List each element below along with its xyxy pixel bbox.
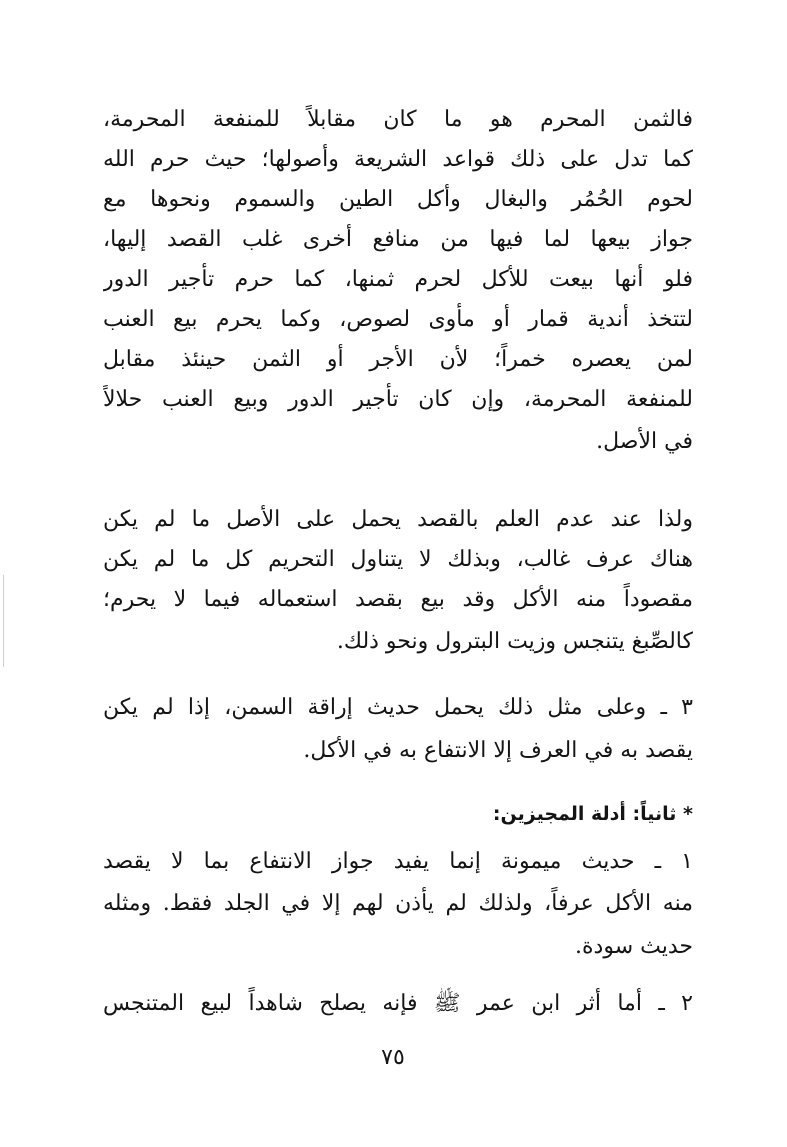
text-line: فلو أنها بيعت للأكل لحرم ثمنها، كما حرم تأجير الدور — [103, 267, 693, 292]
text-line: ٣ ـ وعلى مثل ذلك يحمل حديث إراقة السمن، إذا لم يكن — [103, 695, 693, 720]
text-line: للمنفعة المحرمة، وإن كان تأجير الدور وبيع العنب حلالاً — [103, 387, 693, 412]
margin-rule — [3, 575, 4, 667]
text-line: في الأصل. — [596, 429, 693, 454]
text-line: هناك عرف غالب، وبذلك لا يتناول التحريم كل ما لم يكن — [103, 547, 693, 572]
text-line: منه الأكل عرفاً، ولذلك لم يأذن لهم إلا في الجلد فقط. ومثله — [103, 891, 693, 916]
text-line: كالصِّبغ يتنجس وزيت البترول ونحو ذلك. — [336, 629, 693, 654]
text-line: لتتخذ أندية قمار أو مأوى لصوص، وكما يحرم بيع العنب — [103, 307, 693, 332]
text-line: حديث سودة. — [575, 934, 693, 959]
text-line: ولذا عند عدم العلم بالقصد يحمل على الأصل ما لم يكن — [103, 507, 693, 532]
text-line: لمن يعصره خمراً؛ لأن الأجر أو الثمن حينئذ مقابل — [103, 347, 693, 372]
text-line: جواز بيعها لما فيها من منافع أخرى غلب القصد إليها، — [103, 227, 693, 252]
page-number: ٧٥ — [381, 1045, 405, 1070]
text-line: ١ ـ حديث ميمونة إنما يفيد جواز الانتفاع بما لا يقصد — [103, 849, 693, 874]
text-line: فالثمن المحرم هو ما كان مقابلاً للمنفعة المحرمة، — [103, 107, 693, 132]
text-line: لحوم الحُمُر والبغال وأكل الطين والسموم ونحوها مع — [103, 187, 693, 212]
text-line: كما تدل على ذلك قواعد الشريعة وأصولها؛ حيث حرم الله — [103, 147, 693, 172]
text-line: ٢ ـ أما أثر ابن عمر ﷺ فإنه يصلح شاهداً لبيع المتنجس — [103, 991, 693, 1016]
text-line: مقصوداً منه الأكل وقد بيع بقصد استعماله فيما لا يحرم؛ — [103, 587, 693, 612]
section-heading: * ثانياً: أدلة المجيزين: — [492, 803, 693, 825]
text-line: يقصد به في العرف إلا الانتفاع به في الأكل. — [303, 738, 693, 763]
